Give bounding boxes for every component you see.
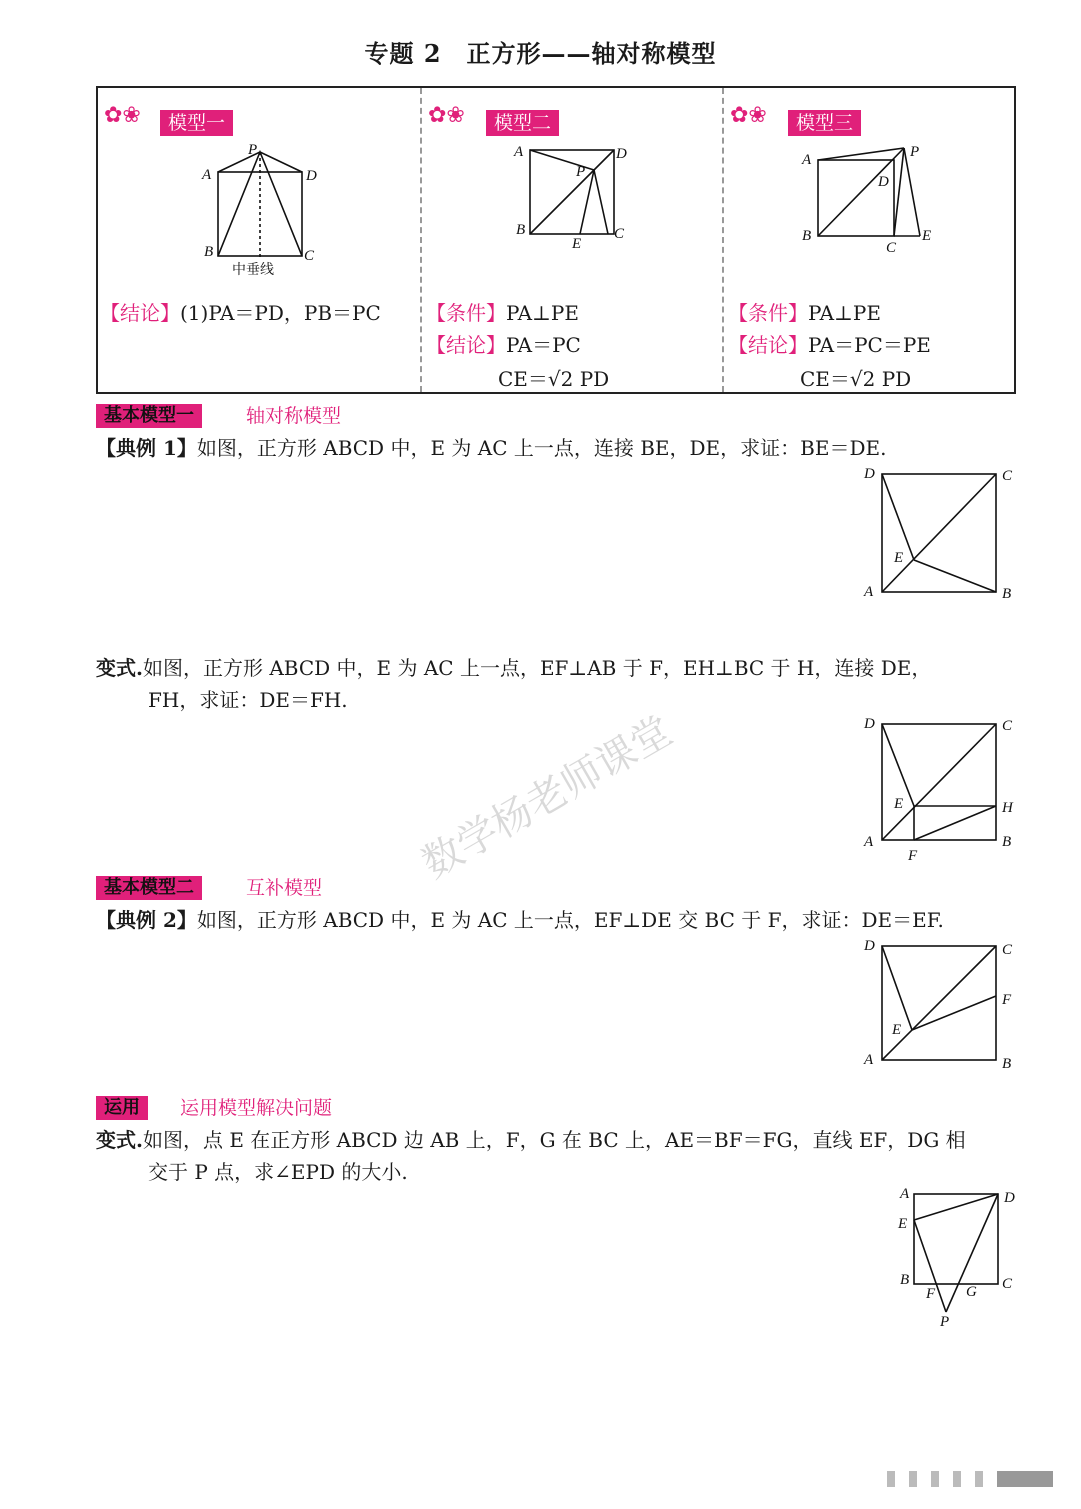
model1-conclusion: 【结论】(1)PA＝PD，PB＝PC (100, 301, 381, 325)
point-label: D (1004, 1190, 1015, 1206)
model-tag: 模型三 (788, 110, 861, 136)
geometry-segment (975, 1471, 983, 1487)
variant2-figure (896, 1184, 1026, 1330)
point-label: F (926, 1286, 936, 1302)
geometry-segment (894, 148, 904, 236)
model3-condition: 【条件】PA⊥PE (728, 301, 881, 325)
model2-conclusion: 【结论】PA＝PC (426, 333, 581, 357)
example2: 【典例 2】如图，正方形 ABCD 中，E 为 AC 上一点，EF⊥DE 交 BC 于 F，求证：DE＝EF. (96, 908, 944, 932)
point-label: H (1002, 800, 1013, 816)
point-label: B (1002, 586, 1012, 602)
section-subtitle: 互补模型 (246, 877, 323, 899)
model-tag: 模型一 (160, 110, 233, 136)
model2-figure (510, 142, 640, 254)
point-label: B (1002, 834, 1012, 850)
point-label: F (1002, 992, 1012, 1008)
point-label: A (900, 1186, 910, 1202)
geometry-segment (882, 724, 996, 840)
example1-figure (860, 462, 1020, 602)
geometry-segment (904, 148, 920, 236)
point-label: E (898, 1216, 908, 1232)
point-label: D (864, 716, 875, 732)
geometry-segment (594, 170, 608, 234)
section-tag: 基本模型二 (96, 876, 202, 900)
flower-icon: ✿❀ (730, 103, 767, 128)
scrollbar-indicator[interactable] (887, 1469, 1057, 1489)
point-label: C (1002, 718, 1013, 734)
point-label: C (1002, 1276, 1013, 1292)
geometry-segment (887, 1471, 895, 1487)
geometry-segment (818, 148, 904, 160)
model2-extra: CE＝√2 PD (498, 367, 610, 391)
point-label: A (864, 834, 874, 850)
section-subtitle: 运用模型解决问题 (180, 1097, 333, 1119)
geometry-segment (931, 1471, 939, 1487)
flower-icon: ✿❀ (104, 103, 141, 128)
point-label: A (802, 152, 812, 168)
point-label: E (894, 796, 904, 812)
geometry-segment (953, 1471, 961, 1487)
page-title: 专题 2 正方形——轴对称模型 (364, 39, 717, 68)
variant1-figure (860, 710, 1020, 866)
geometry-segment (997, 1471, 1053, 1487)
geometry-segment (914, 1194, 998, 1220)
point-label: B (900, 1272, 910, 1288)
model2-condition: 【条件】PA⊥PE (426, 301, 579, 325)
geometry-segment (818, 148, 904, 236)
point-label: B (204, 244, 214, 260)
geometry-segment (882, 474, 996, 592)
figure-caption: 中垂线 (232, 262, 274, 278)
geometry-segment (882, 474, 914, 560)
flower-icon: ✿❀ (428, 103, 465, 128)
section-subtitle: 轴对称模型 (246, 405, 342, 427)
point-label: D (616, 146, 627, 162)
model3-extra: CE＝√2 PD (800, 367, 912, 391)
point-label: D (306, 168, 317, 184)
point-label: B (1002, 1056, 1012, 1072)
point-label: B (802, 228, 812, 244)
point-label: D (864, 938, 875, 954)
section-tag: 基本模型一 (96, 404, 202, 428)
model1-figure (196, 142, 326, 282)
geometry-segment (912, 996, 996, 1030)
model3-conclusion: 【结论】PA＝PC＝PE (728, 333, 931, 357)
point-label: B (516, 222, 526, 238)
point-label: E (892, 1022, 902, 1038)
example1: 【典例 1】如图，正方形 ABCD 中，E 为 AC 上一点，连接 BE，DE，求证：BE＝DE. (96, 436, 887, 460)
example2-figure (860, 934, 1020, 1074)
point-label: P (910, 144, 920, 160)
variant2: 变式.如图，点 E 在正方形 ABCD 边 AB 上，F，G 在 BC 上，AE＝BF＝FG，直线 EF，DG 相 交于 P 点，求∠EPD 的大小. (96, 1128, 966, 1184)
point-label: D (864, 466, 875, 482)
point-label: C (614, 226, 625, 242)
model3-figure (800, 140, 950, 258)
point-label: P (576, 164, 586, 180)
point-label: A (864, 1052, 874, 1068)
point-label: A (202, 167, 212, 183)
point-label: C (886, 240, 897, 256)
point-label: E (572, 236, 582, 252)
geometry-segment (914, 806, 996, 840)
point-label: E (894, 550, 904, 566)
geometry-segment (882, 724, 914, 806)
column-divider (722, 88, 724, 392)
model-tag: 模型二 (486, 110, 559, 136)
point-label: C (1002, 468, 1013, 484)
point-label: A (514, 144, 524, 160)
watermark: 数学杨老师课堂 (414, 707, 680, 888)
segment (218, 152, 302, 256)
point-label: C (304, 248, 315, 264)
point-label: P (248, 142, 258, 158)
section-tag: 运用 (96, 1096, 148, 1120)
point-label: P (940, 1314, 950, 1330)
point-label: F (908, 848, 918, 864)
geometry-segment (909, 1471, 917, 1487)
point-label: E (922, 228, 932, 244)
point-label: A (864, 584, 874, 600)
column-divider (420, 88, 422, 392)
point-label: D (878, 174, 889, 190)
point-label: C (1002, 942, 1013, 958)
geometry-segment (882, 946, 912, 1030)
variant1: 变式.如图，正方形 ABCD 中，E 为 AC 上一点，EF⊥AB 于 F，EH⊥BC 于 H，连接 DE， FH，求证：DE＝FH. (96, 656, 932, 712)
geometry-segment (914, 560, 996, 592)
point-label: G (966, 1284, 977, 1300)
